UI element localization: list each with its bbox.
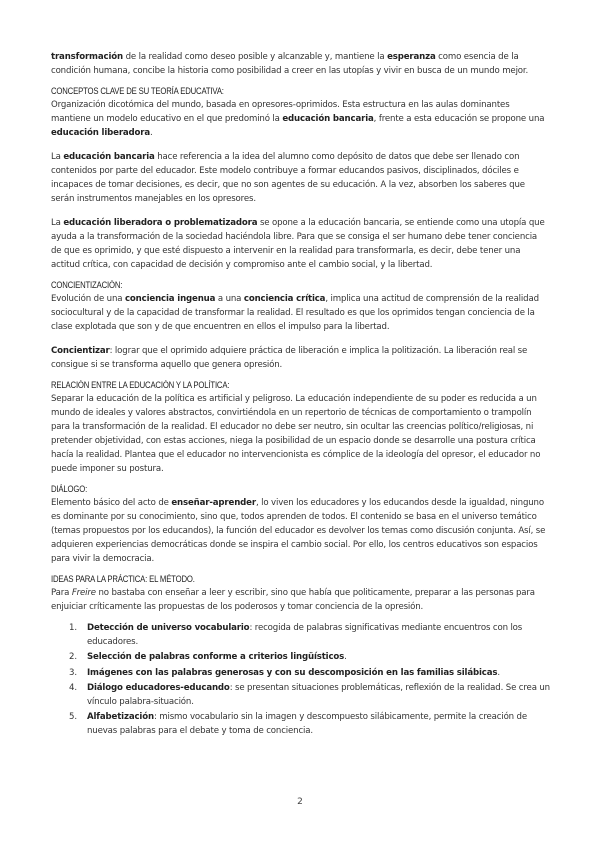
text-run: Evolución de una <box>51 294 125 304</box>
emphasis: Detección de universo vocabulario <box>87 623 250 633</box>
emphasis: Alfabetización <box>87 712 154 722</box>
text-run: Para <box>51 588 72 598</box>
emphasis: educación bancaria <box>282 114 374 124</box>
emphasis: educación liberadora o problematizadora <box>63 218 258 228</box>
emphasis: educación liberadora <box>51 128 151 138</box>
list-number: 3. <box>69 667 77 678</box>
method-steps-list <box>51 622 550 738</box>
text-run: , lo viven los educadores y los educandos desde la igualdad, ninguno es dominante por su conocimiento, sino que, todos aprenden de todos. El contenido se basa en el universo temático (temas propuestos por los educandos), la función del educador es devolver los temas como discusión conjunta. Así, se adquieren experiencias democráticas donde se inspira el cambio social. Por ello, los centros educativos son espacios para vivir la democracia. <box>51 498 546 564</box>
paragraph: Separar la educación de la política es artificial y peligroso. La educación independiente de su poder es reducida a un mundo de ideales y valores abstractos, convirtiéndola en un repertorio de técnicas de comportamiento o trampolín para la transformación de la realidad. El educador no debe ser neutro, sin ocultar las creencias político/religiosas, ni pretender objetividad, con estas acciones, niega la posibilidad de un espacio donde se desarrolle una postura crítica hacía la realidad. Plantea que el educador no intervencionista es cómplice de la ideología del opresor, el educador no puede imponer su postura. <box>51 394 541 474</box>
text-run: Organización dicotómica del mundo, basada en opresores-oprimidos. Esta estructura en las aulas dominantes mantiene un modelo educativo en el que predominó la <box>51 100 510 124</box>
text-run: hace referencia a la idea del alumno como depósito de datos que debe ser llenado con contenidos por parte del educador. Este modelo contribuye a formar educandos pasivos, disciplinados, dóciles e incapaces de tomar decisiones, es decir, que no son agentes de su educación. A la vez, absorben los saberes que serán instrumentos manejables en los opresores. <box>51 152 525 204</box>
intro-paragraph <box>51 50 550 78</box>
text-run: , implica una actitud de comprensión de la realidad sociocultural y de la capacidad de transformar la realidad. El resultado es que los oprimidos tengan conciencia de la clase explotada que son y de que encuentren en ellos el impulso para la libertad. <box>51 294 539 332</box>
list-text <box>87 622 550 649</box>
list-number: 2. <box>69 652 77 662</box>
list-number: 5. <box>69 712 77 722</box>
section-heading-conceptos: CONCEPTOS CLAVE DE SU TEORÍA EDUCATIVA: <box>51 86 224 96</box>
section-heading-concientizacion: CONCIENTIZACIÓN: <box>51 280 123 290</box>
list-text <box>87 651 550 665</box>
paragraph <box>51 150 550 206</box>
list-item <box>51 711 550 738</box>
text-run: Elemento básico del acto de <box>51 498 172 508</box>
text-run: a una <box>215 294 244 304</box>
text-run: . <box>344 652 347 662</box>
emphasis: Diálogo educadores-educando <box>87 683 230 693</box>
list-item <box>51 622 550 649</box>
italic-name: Freire <box>71 588 96 598</box>
text-run: como esencia de la condición humana, concibe la historia como posibilidad a creer en las utopías y vivir en busca de un mundo mejor. <box>51 52 529 76</box>
text-run: : recogida de palabras significativas mediante encuentros con los educadores. <box>87 623 523 647</box>
emphasis: enseñar-aprender <box>171 498 256 508</box>
section-heading-dialogo: DIÁLOGO: <box>51 484 88 494</box>
page-content <box>51 50 550 740</box>
text-run: : mismo vocabulario sin la imagen y descompuesto silábicamente, permite la creación de nuevas palabras para el debate y toma de conciencia. <box>87 712 528 736</box>
text-run: La <box>51 152 64 162</box>
section-heading-metodo: IDEAS PARA LA PRÁCTICA: EL MÉTODO. <box>51 574 195 584</box>
paragraph <box>51 98 550 140</box>
paragraph <box>51 344 550 372</box>
text-run: : lograr que el oprimido adquiere práctica de liberación e implica la politización. La liberación real se consigue si se transforma aquello que genera opresión. <box>51 346 528 370</box>
list-text <box>87 682 550 709</box>
text-run: no bastaba con enseñar a leer y escribir, sino que había que politicamente, preparar a las personas para enjuiciar críticamente las propuestas de los poderosos y tomar conciencia de la opresión. <box>51 588 535 612</box>
page-number: 2 <box>297 797 303 807</box>
emphasis: educación bancaria <box>63 152 155 162</box>
list-text <box>87 711 550 738</box>
paragraph <box>51 292 550 334</box>
list-item <box>51 667 550 681</box>
section-heading-relacion: RELACIÓN ENTRE LA EDUCACIÓN Y LA POLÍTICA: <box>51 380 230 390</box>
emphasis: Concientizar <box>51 346 110 356</box>
text-run: se opone a la educación bancaria, se entiende como una utopía que ayuda a la transformación de la sociedad haciéndola libre. Para que se consiga el ser humano debe tener conciencia de que es oprimido, y que esté dispuesto a intervenir en la realidad para transformarla, es decir, debe tener una actitud crítica, con capacidad de decisión y compromiso ante el cambio social, y la libertad. <box>51 218 545 270</box>
list-item <box>51 682 550 709</box>
text-run: : se presentan situaciones problemáticas, reflexión de la realidad. Se crea un vínculo palabra-situación. <box>87 683 550 707</box>
paragraph <box>51 496 550 566</box>
list-number: 1. <box>69 623 77 633</box>
text-run: La <box>51 218 64 228</box>
text-run: . <box>150 128 153 138</box>
emphasis: esperanza <box>387 52 436 62</box>
list-number: 4. <box>69 683 77 693</box>
emphasis: Selección de palabras conforme a criterios lingüísticos <box>87 652 345 662</box>
text-run: . <box>497 667 500 678</box>
paragraph <box>51 586 550 614</box>
emphasis: conciencia ingenua <box>124 294 216 304</box>
paragraph <box>51 216 550 272</box>
text-run: de la realidad como deseo posible y alcanzable y, mantiene la <box>122 52 388 62</box>
emphasis: Imágenes con las palabras generosas y con su descomposición en las familias silábicas <box>87 667 498 678</box>
text-run: , frente a esta educación se propone una <box>373 114 545 124</box>
list-item <box>51 651 550 665</box>
emphasis: transformación <box>51 52 123 62</box>
list-text <box>87 667 550 681</box>
emphasis: conciencia crítica <box>243 294 326 304</box>
